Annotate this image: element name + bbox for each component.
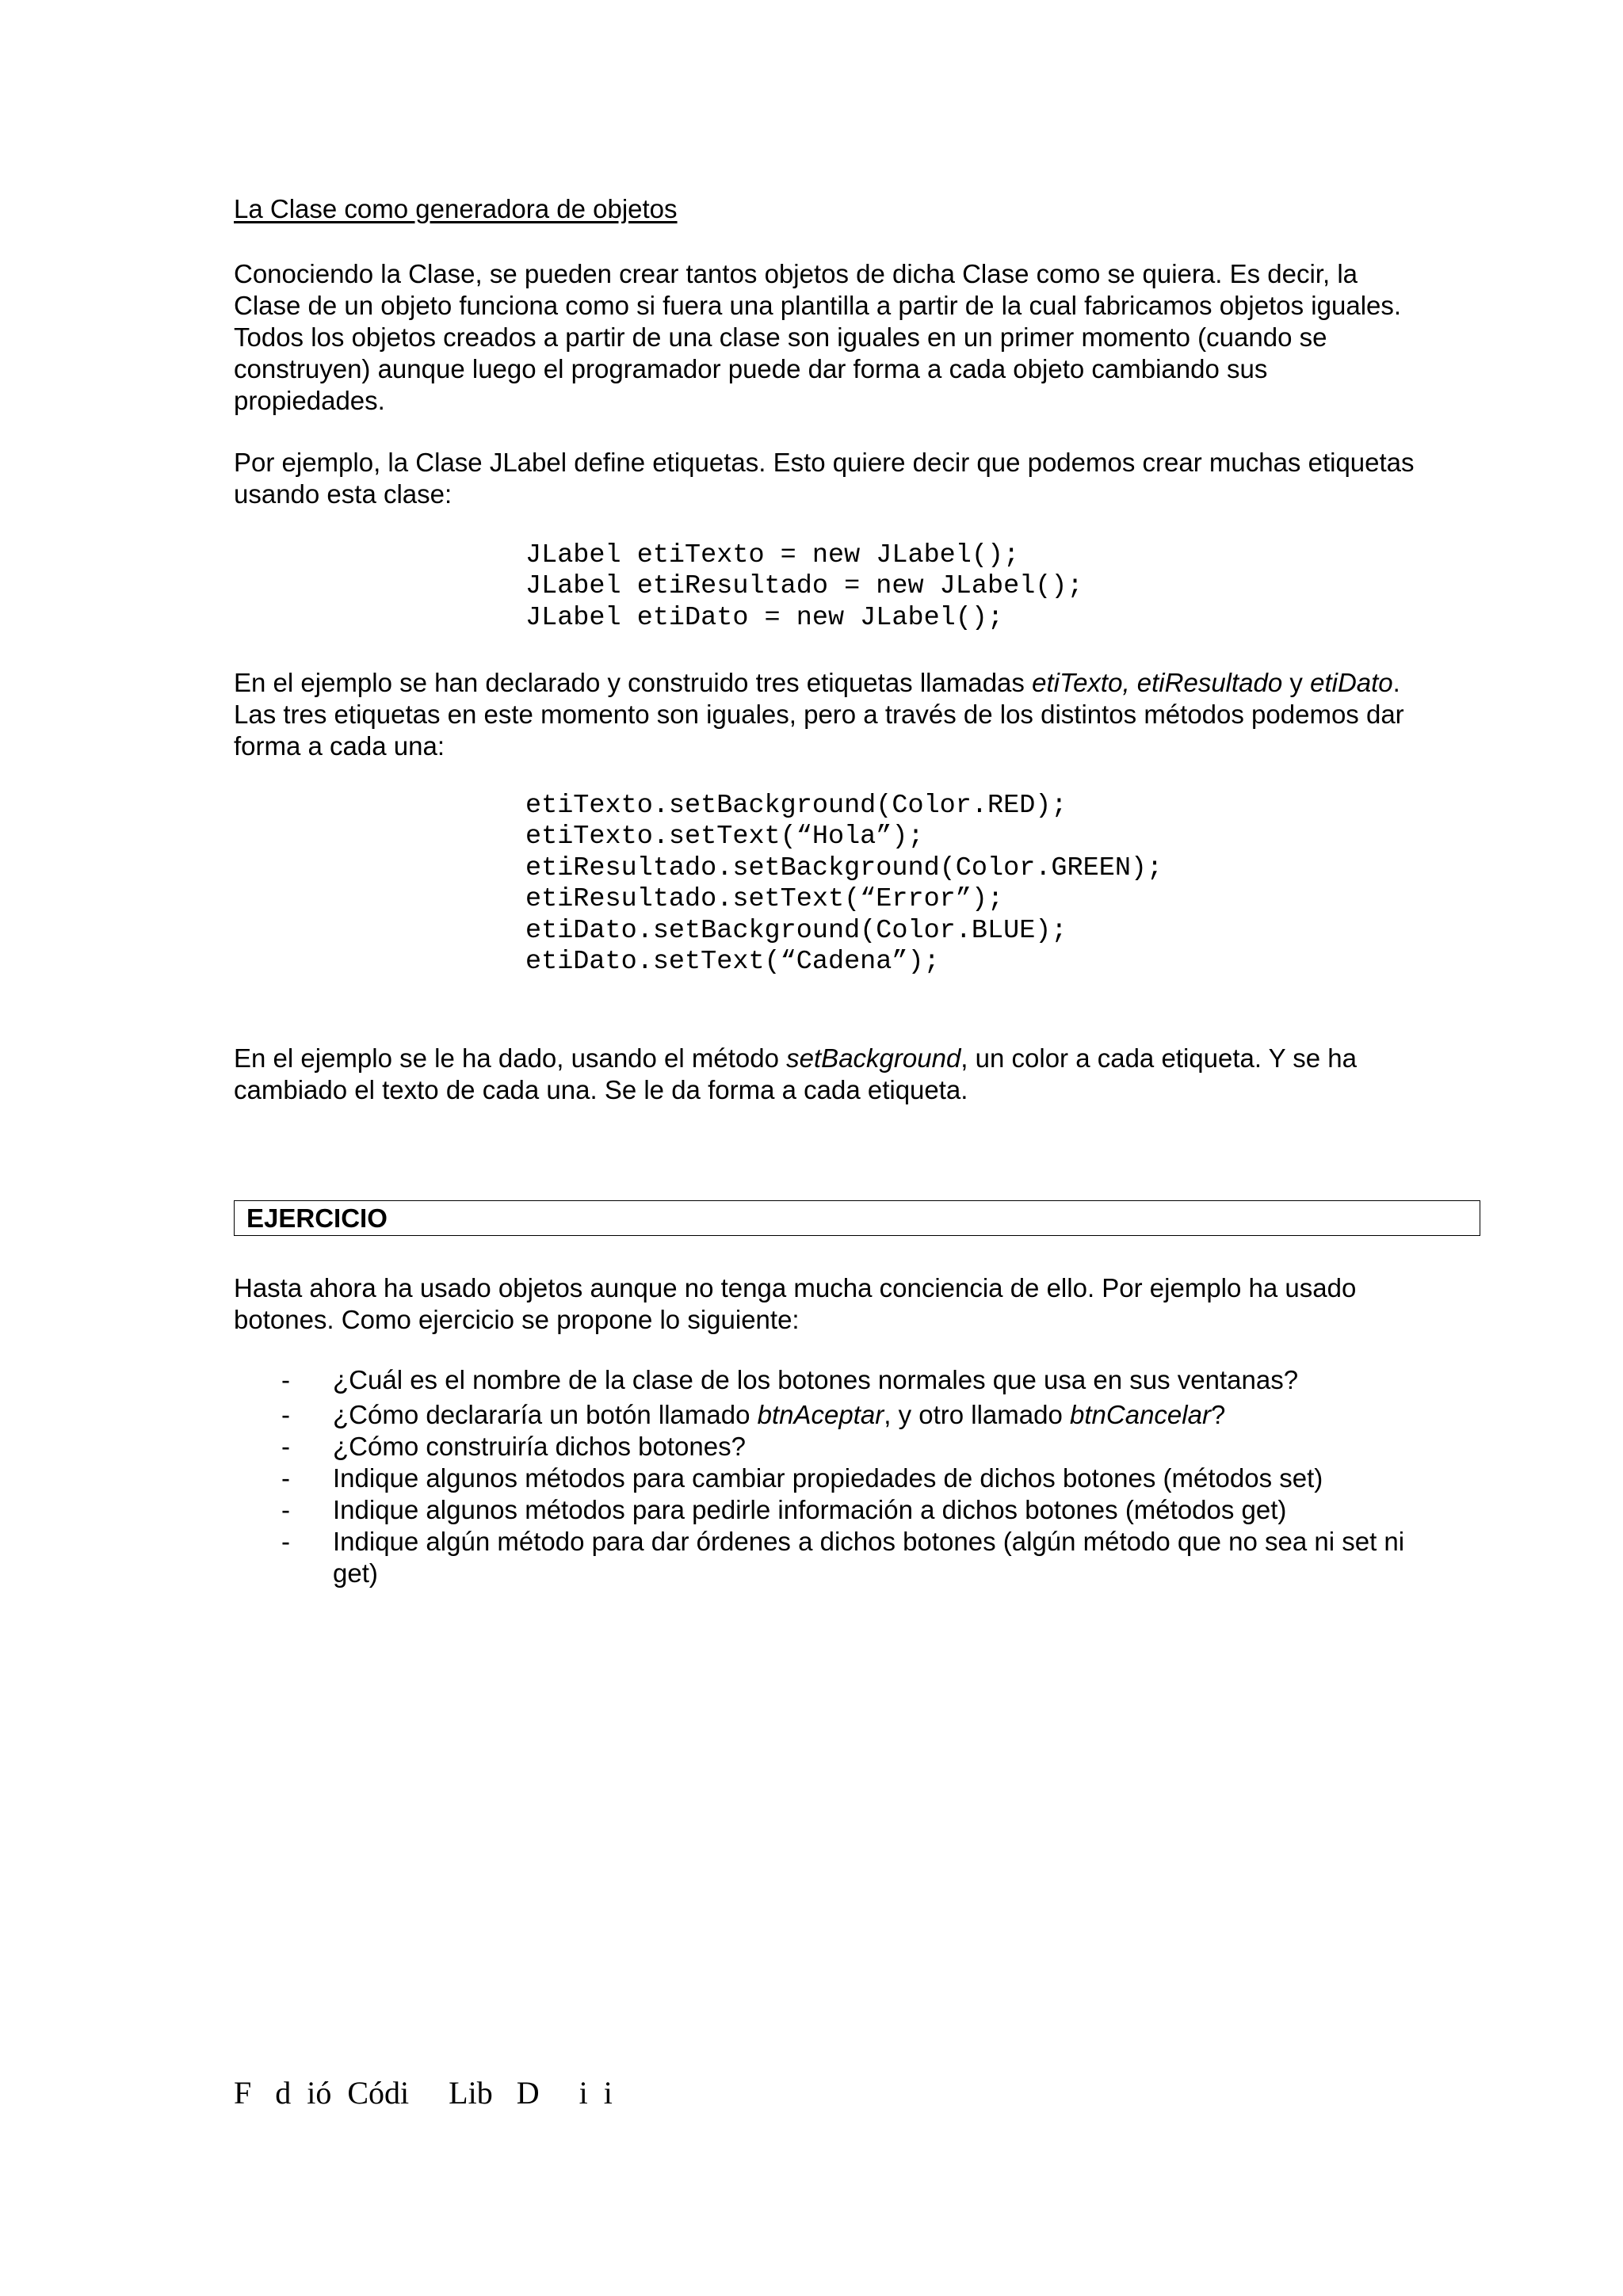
text-line: Conociendo la Clase, se pueden crear tantos objetos de dicha Clase como se quiera. Es decir, la	[234, 259, 1358, 288]
code-line: etiDato.setBackground(Color.BLUE);	[525, 915, 1067, 946]
code-line: etiTexto.setText(“Hola”);	[525, 822, 924, 852]
text-line: En el ejemplo se han declarado y construido tres etiquetas llamadas etiTexto, etiResultado y etiDato.	[234, 668, 1400, 697]
text-line: propiedades.	[234, 386, 385, 415]
code-line: etiTexto.setBackground(Color.RED);	[525, 791, 1067, 821]
paragraph-jlabel-example	[234, 447, 1482, 510]
code-line: JLabel etiDato = new JLabel();	[525, 602, 1004, 633]
section-heading: La Clase como generadora de objetos	[234, 194, 678, 223]
text-line: En el ejemplo se le ha dado, usando el método setBackground, un color a cada etiqueta. Y se ha	[234, 1043, 1357, 1073]
page-footer: F d ió Códi Lib D i i	[234, 2075, 613, 2111]
exercise-intro	[234, 1272, 1482, 1336]
code-line: JLabel etiTexto = new JLabel();	[525, 540, 1020, 570]
dash-bullet: -	[281, 1365, 290, 1394]
code-block-declarations	[525, 540, 1083, 634]
list-item: - ¿Cómo construiría dichos botones?	[281, 1432, 746, 1461]
exercise-title: EJERCICIO	[246, 1203, 388, 1233]
code-block-methods	[525, 791, 1163, 978]
exercise-header-box	[234, 1200, 1480, 1236]
code-line: etiResultado.setBackground(Color.GREEN);	[525, 852, 1163, 883]
text-line: construyen) aunque luego el programador puede dar forma a cada objeto cambiando sus	[234, 354, 1268, 383]
code-line: etiDato.setText(“Cadena”);	[525, 947, 940, 978]
list-item: - ¿Cuál es el nombre de la clase de los botones normales que usa en sus ventanas?	[281, 1365, 1299, 1394]
paragraph-setbackground	[234, 1043, 1482, 1106]
text-line: Las tres etiquetas en este momento son iguales, pero a través de los distintos métodos podemos dar	[234, 700, 1404, 729]
text-line: Hasta ahora ha usado objetos aunque no tenga mucha conciencia de ello. Por ejemplo ha usado	[234, 1273, 1357, 1302]
dash-bullet: -	[281, 1400, 290, 1429]
paragraph-clase-plantilla	[234, 258, 1482, 417]
list-item: - Indique algunos métodos para pedirle información a dichos botones (métodos get)	[281, 1495, 1287, 1524]
text-line: Todos los objetos creados a partir de una clase son iguales en un primer momento (cuando se	[234, 322, 1327, 352]
code-line: JLabel etiResultado = new JLabel();	[525, 571, 1083, 602]
dash-bullet: -	[281, 1527, 290, 1556]
dash-bullet: -	[281, 1432, 290, 1461]
list-item: - ¿Cómo declararía un botón llamado btnAceptar, y otro llamado btnCancelar?	[281, 1400, 1226, 1429]
exercise-question-list	[234, 1364, 1482, 1589]
text-line: botones. Como ejercicio se propone lo siguiente:	[234, 1305, 800, 1334]
text-line: forma a cada una:	[234, 731, 445, 761]
text-line: Clase de un objeto funciona como si fuera una plantilla a partir de la cual fabricamos objetos iguales.	[234, 291, 1402, 320]
list-item: - Indique algún método para dar órdenes a dichos botones (algún método que no sea ni set ni get)	[281, 1527, 1405, 1588]
text-line: cambiado el texto de cada una. Se le da forma a cada etiqueta.	[234, 1075, 968, 1104]
dash-bullet: -	[281, 1463, 290, 1493]
text-line: usando esta clase:	[234, 479, 453, 509]
list-item: - Indique algunos métodos para cambiar propiedades de dichos botones (métodos set)	[281, 1463, 1323, 1493]
text-line: Por ejemplo, la Clase JLabel define etiquetas. Esto quiere decir que podemos crear muchas etiquetas	[234, 448, 1415, 477]
dash-bullet: -	[281, 1495, 290, 1524]
code-line: etiResultado.setText(“Error”);	[525, 884, 1004, 915]
paragraph-three-labels	[234, 667, 1482, 762]
